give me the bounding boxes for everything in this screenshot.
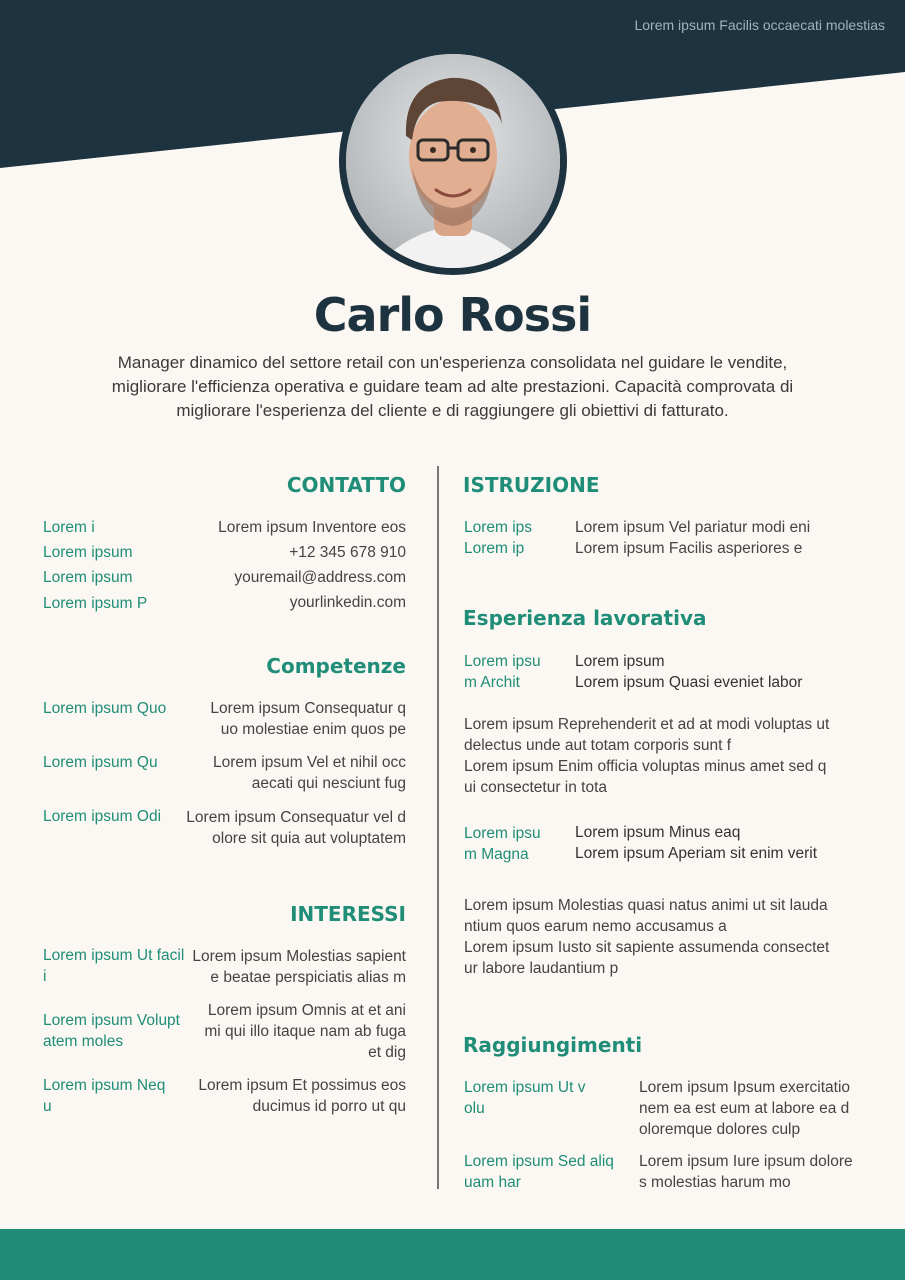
footer-band [0,1229,905,1280]
interest-label: Lorem ipsum Ut facil [43,947,185,964]
header-tagline: Lorem ipsum Facilis occaecati molestias [634,17,885,33]
job-title: Lorem ipsum [575,653,665,670]
job-title: Lorem ipsum Minus eaq [575,824,741,841]
experience-heading: Esperienza lavorativa [463,606,707,630]
job-description: ui consectetur in tota [464,779,608,796]
profile-summary: Manager dinamico del settore retail con un'esperienza consolidata nel guidare le vendite, migliorare l'efficienza operativa e guidare team ad alte prestazioni. Capacità comprovata di migliorare l'esperienza del cliente e di raggiungere gli obiettivi di fatturato. [111,353,794,420]
skill-value: Lorem ipsum Vel et nihil occ [213,754,406,771]
contact-label: Lorem ipsum P [43,595,148,612]
contact-linkedin: yourlinkedin.com [289,594,406,611]
interest-value: e beatae perspiciatis alias m [210,969,406,986]
job-label: m Magna [464,846,529,863]
skill-value: olore sit quia aut voluptatem [212,830,406,847]
job-description: delectus unde aut totam corporis sunt f [464,737,732,754]
profile-photo-image [346,54,560,268]
education-label: Lorem ip [464,540,525,557]
interests-heading: INTERESSI [290,902,406,926]
interest-value: Lorem ipsum Et possimus eos [198,1077,406,1094]
job-company: Lorem ipsum Aperiam sit enim verit [575,845,818,862]
job-description: Lorem ipsum Enim officia voluptas minus amet sed q [464,758,827,775]
candidate-name: Carlo Rossi [313,288,592,342]
achievements-heading: Raggiungimenti [463,1033,643,1057]
interest-label: i [43,968,47,985]
skill-label: Lorem ipsum Odi [43,808,162,825]
contact-phone: +12 345 678 910 [289,544,406,561]
achievement-value: Lorem ipsum Iure ipsum dolore [639,1153,853,1170]
interest-value: mi qui illo itaque nam ab fuga [204,1023,406,1040]
achievement-label: uam har [464,1174,521,1191]
education-value: Lorem ipsum Facilis asperiores e [575,540,803,557]
job-label: Lorem ipsu [464,653,541,670]
achievement-value: oloremque dolores culp [639,1121,801,1138]
skill-label: Lorem ipsum Qu [43,754,158,771]
contact-label: Lorem ipsum [43,544,133,561]
achievement-value: s molestias harum mo [639,1174,791,1191]
skills-heading: Competenze [266,654,406,678]
interest-value: ducimus id porro ut qu [252,1098,406,1115]
interest-value: Lorem ipsum Molestias sapient [192,948,406,965]
column-divider [437,466,439,1189]
contact-label: Lorem ipsum [43,569,133,586]
interest-label: atem moles [43,1033,124,1050]
job-description: ur labore laudantium p [464,960,619,977]
education-heading: ISTRUZIONE [463,473,600,497]
skill-value: aecati qui nesciunt fug [251,775,406,792]
achievement-value: Lorem ipsum Ipsum exercitatio [639,1079,851,1096]
education-value: Lorem ipsum Vel pariatur modi eni [575,519,811,536]
job-description: Lorem ipsum Reprehenderit et ad at modi voluptas ut [464,716,830,733]
achievement-label: Lorem ipsum Sed aliq [464,1153,614,1170]
interest-value: Lorem ipsum Omnis at et ani [207,1002,406,1019]
contact-value: Lorem ipsum Inventore eos [218,519,406,536]
achievement-label: olu [464,1100,485,1117]
education-label: Lorem ips [464,519,533,536]
skill-value: Lorem ipsum Consequatur vel d [186,809,406,826]
skill-label: Lorem ipsum Quo [43,700,167,717]
job-description: Lorem ipsum Molestias quasi natus animi ut sit lauda [464,897,828,914]
interest-label: Lorem ipsum Volupt [43,1012,180,1029]
skill-value: uo molestiae enim quos pe [220,721,406,738]
job-description: ntium quos earum nemo accusamus a [464,918,727,935]
interest-label: u [43,1098,52,1115]
interest-label: Lorem ipsum Neq [43,1077,166,1094]
skill-value: Lorem ipsum Consequatur q [210,700,406,717]
job-label: m Archit [464,674,520,691]
contact-email: youremail@address.com [234,569,406,586]
job-label: Lorem ipsu [464,825,541,842]
contact-label: Lorem i [43,519,95,536]
interest-value: et dig [368,1044,406,1061]
profile-photo [339,47,567,275]
job-description: Lorem ipsum Iusto sit sapiente assumenda consectet [464,939,830,956]
achievement-value: nem ea est eum at labore ea d [639,1100,850,1117]
job-company: Lorem ipsum Quasi eveniet labor [575,674,803,691]
contact-heading: CONTATTO [286,473,406,497]
achievement-label: Lorem ipsum Ut v [464,1079,586,1096]
